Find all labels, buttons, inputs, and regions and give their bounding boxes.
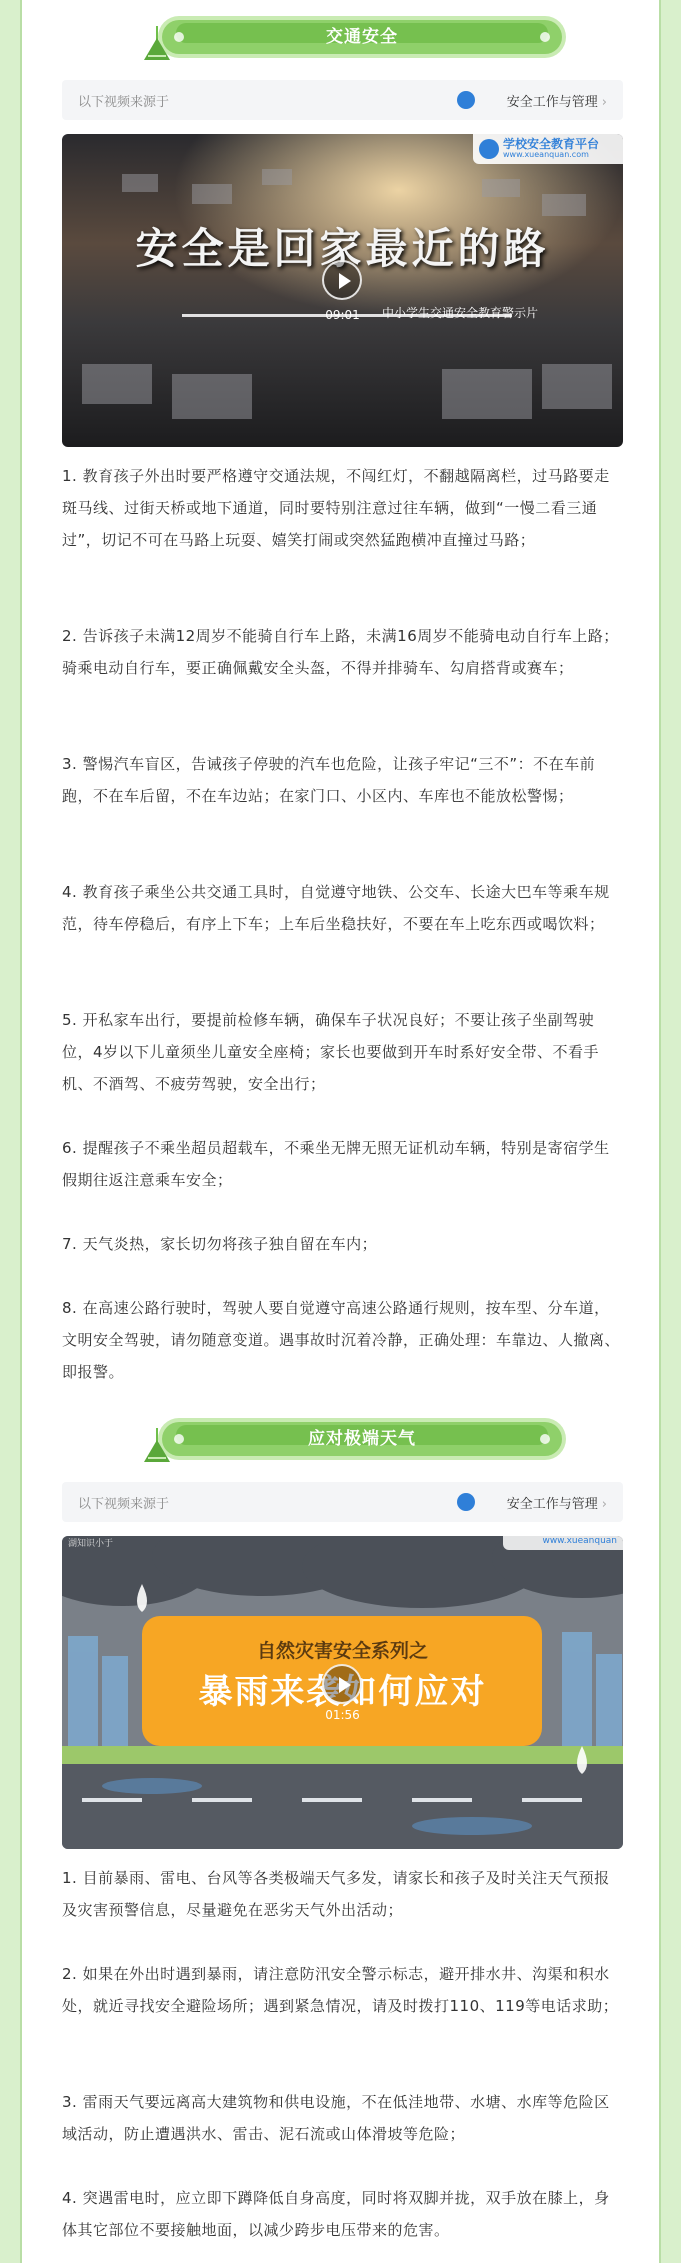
video-title-overlay: 安全是回家最近的路 bbox=[135, 224, 550, 273]
paragraph: 7. 天气炎热，家长切勿将孩子独自留在车内； bbox=[62, 1235, 378, 1253]
video-duration: 09:01 bbox=[325, 308, 360, 322]
chevron-right-icon: › bbox=[601, 95, 607, 110]
paragraph: 3. 雷雨天气要远离高大建筑物和供电设施，不在低洼地带、水塘、水库等危险区域活动，防止遭遇洪水、雷击、泥石流或山体滑坡等危险； bbox=[62, 2093, 610, 2143]
source-label: 以下视频来源于 bbox=[78, 1497, 170, 1512]
account-logo-icon bbox=[457, 91, 475, 109]
paragraph: 8. 在高速公路行驶时，驾驶人要自觉遵守高速公路通行规则，按车型、分车道，文明安全驾驶，请勿随意变道。遇事故时沉着冷静，正确处理：车靠边、人撤离、即报警。 bbox=[62, 1299, 621, 1381]
chevron-right-icon: › bbox=[601, 1497, 607, 1512]
paragraph: 1. 目前暴雨、雷电、台风等各类极端天气多发，请家长和孩子及时关注天气预报及灾害预警信息，尽量避免在恶劣天气外出活动； bbox=[62, 1869, 610, 1919]
section-title: 应对极端天气 bbox=[308, 1429, 416, 1449]
paragraph: 3. 警惕汽车盲区，告诫孩子停驶的汽车也危险，让孩子牢记“三不”：不在车前跑，不在车后留，不在车边站；在家门口、小区内、车库也不能放松警惕； bbox=[62, 755, 596, 805]
play-button[interactable] bbox=[322, 1664, 362, 1704]
article-page bbox=[20, 0, 661, 2263]
play-button[interactable] bbox=[322, 260, 362, 300]
paragraph: 2. 告诉孩子未满12周岁不能骑自行车上路，未满16周岁不能骑电动自行车上路；骑乘电动自行车，要正确佩戴安全头盔，不得并排骑车、勾肩搭背或赛车； bbox=[62, 627, 619, 677]
section-title: 交通安全 bbox=[326, 27, 398, 47]
section-banner-weather bbox=[162, 1418, 562, 1460]
video-player-traffic[interactable] bbox=[62, 134, 623, 447]
section-banner-traffic bbox=[162, 16, 562, 58]
video-source-bar[interactable] bbox=[62, 1482, 623, 1522]
paragraph: 4. 突遇雷电时，应立即下蹲降低自身高度，同时将双脚并拢，双手放在膝上，身体其它部位不要接触地面，以减少跨步电压带来的危害。 bbox=[62, 2189, 610, 2239]
account-logo-icon bbox=[457, 1493, 475, 1511]
source-account-link[interactable]: 安全工作与管理 › bbox=[506, 1497, 607, 1512]
paragraph: 2. 如果在外出时遇到暴雨，请注意防汛安全警示标志，避开排水井、沟渠和积水处，就近寻找安全避险场所；遇到紧急情况，请及时拨打110、119等电话求助； bbox=[62, 1965, 619, 2015]
video-subtitle-overlay: 中小学生交通安全教育警示片 bbox=[382, 306, 539, 320]
video-brand-text: 湖知识小于 bbox=[68, 1539, 114, 1549]
paragraph: 6. 提醒孩子不乘坐超员超载车，不乘坐无牌无照无证机动车辆，特别是寄宿学生假期往返注意乘车安全； bbox=[62, 1139, 610, 1189]
paragraph: 4. 教育孩子乘坐公共交通工具时，自觉遵守地铁、公交车、长途大巴车等乘车规范，待车停稳后，有序上下车；上车后坐稳扶好，不要在车上吃东西或喝饮料； bbox=[62, 883, 610, 933]
video-source-bar[interactable] bbox=[62, 80, 623, 120]
video-title-overlay: 暴雨来袭如何应对 bbox=[198, 1672, 487, 1712]
source-account-link[interactable]: 安全工作与管理 › bbox=[506, 95, 607, 110]
video-duration: 01:56 bbox=[325, 1708, 360, 1722]
paragraph: 5. 开私家车出行，要提前检修车辆，确保车子状况良好；不要让孩子坐副驾驶位，4岁以下儿童须坐儿童安全座椅；家长也要做到开车时系好安全带、不看手机、不酒驾、不疲劳驾驶，安全出行； bbox=[62, 1011, 600, 1093]
source-label: 以下视频来源于 bbox=[78, 95, 170, 110]
video-brand-badge: 学校安全教育平台 www.xueanquan.com bbox=[473, 134, 623, 164]
paragraph: 1. 教育孩子外出时要严格遵守交通法规，不闯红灯，不翻越隔离栏，过马路要走斑马线、过街天桥或地下通道，同时要特别注意过往车辆，做到“一慢二看三通过”，切记不可在马路上玩耍、嬉笑打闹或突然猛跑横冲直撞过马路； bbox=[62, 467, 610, 549]
video-brand-url: www.xueanquan bbox=[503, 1536, 623, 1550]
video-player-weather[interactable] bbox=[62, 1536, 623, 1849]
video-subtitle-overlay: 自然灾害安全系列之 bbox=[256, 1640, 428, 1662]
